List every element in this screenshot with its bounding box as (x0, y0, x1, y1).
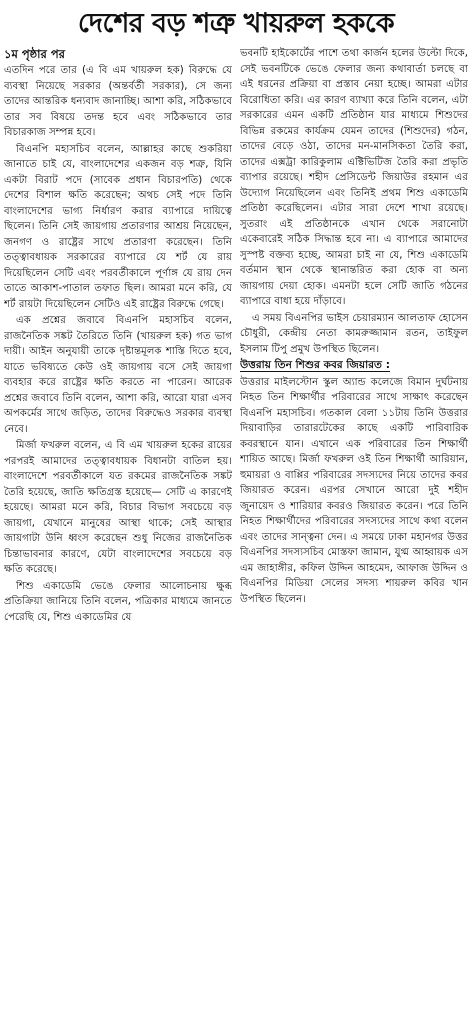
paragraph: ভবনটি হাইকোর্টের পাশে তথা কার্জন হলের উল্টো দিকে, সেই ভবনটিকে ভেঙে ফেলার জন্য কথাবার্তা চলছে বা এই ধরনের প্রক্রিয়া বা প্রস্তাব নেয়া হচ্ছে। আমরা এটার বিরোধিতা করি। এর কারণ ব্যাখ্যা করে তিনি বলেন, এটা সরকারের এমন একটি প্রতিষ্ঠান যার মাধ্যমে শিশুদের বিভিন্ন রকমের কার্যক্রম যেমন তাদের (শিশুদের) গঠন, তাদের বেড়ে ওঠা, তাদের মন-মানসিকতা তৈরি করা, তাদের এক্সট্রা কারিকুলাম এক্টিভিটিজ তৈরি করা প্রভৃতি ব্যাপার রয়েছে। শহীদ প্রেসিডেন্ট জিয়াউর রহমান এর উদ্যোগ নিয়েছিলেন এবং তিনিই প্রথম শিশু একাডেমি প্রতিষ্ঠা করেছিলেন। এটার সারা দেশে শাখা রয়েছে। সুতরাং এই প্রতিষ্ঠানকে এখান থেকে সরানোটা একেবারেই সঠিক সিদ্ধান্ত হবে না। এ ব্যাপারে আমাদের সুস্পষ্ট বক্তব্য হচ্ছে, আমরা চাই না যে, শিশু একাডেমি বর্তমান স্থান থেকে স্থানান্তরিত করা হোক বা অন্য জায়গায় দেয়া হোক। এমনটা হলে সেটি জাতি গঠনের ব্যাপারে বাধা হয়ে দাঁড়াবে। (240, 48, 468, 307)
paragraph: বিএনপি মহাসচিব বলেন, আল্লাহর কাছে শুকরিয়া জানাতে চাই যে, বাংলাদেশের একজন বড় শত্রু, যিনি একটা বিরাট পদে (সাবেক প্রধান বিচারপতি) থেকে দেশের বিশাল ক্ষতি করেছেন; অথচ সেই পদে তিনি বাংলাদেশের ভাগ্য নির্ধারণ করার ব্যাপারে দায়িত্বে ছিলেন। তিনি সেই জায়গায় প্রতারণার আশ্রয় নিয়েছেন, জনগণ ও রাষ্ট্রের সাথে প্রতারণা করেছেন। তিনি তত্ত্বাবধায়ক সরকারের ব্যাপারে যে শর্ট যে রায় দিয়েছিলেন সেটি এবং পরবর্তীকালে পূর্ণাঙ্গ যে রায় দেন তাতে আকাশ-পাতাল তফাত ছিল। আমরা মনে করি, যে শর্ট রায়টা দিয়েছিলেন সেটিও এই রাষ্ট্রের বিরুদ্ধে গেছে। (4, 143, 232, 310)
paragraph: শিশু একাডেমি ভেঙে ফেলার আলোচনায় ক্ষুব্ধ প্রতিক্রিয়া জানিয়ে তিনি বলেন, পত্রিকার মাধ্যমে জানতে পেরেছি যে, শিশু একাডেমির যে (4, 580, 232, 623)
newspaper-clipping (0, 4, 472, 1032)
paragraph: মির্জা ফখরুল বলেন, এ বি এম খায়রুল হকের রায়ের পরপরই আমাদের তত্ত্বাবধায়ক বিধানটা বাতিল হয়। বাংলাদেশে পরবর্তীকালে যত রকমের রাজনৈতিক সঙ্কট তৈরি হয়েছে, জাতি ক্ষতিগ্রস্ত হয়েছে— সেটি এ কারণেই হয়েছে। আমরা মনে করি, বিচার বিভাগ সবচেয়ে বড় জায়গা, যেখানে মানুষের আস্থা থাকে; সেই আস্থার জায়গাটা উনি ধ্বংস করেছেন শুধু নিজের রাজনৈতিক চিন্তাভাবনার কারণে, যেটা বাংলাদেশের সবচেয়ে বড় ক্ষতি করেছে। (4, 440, 232, 575)
headline: দেশের বড় শত্রু খায়রুল হককে (77, 8, 395, 39)
article-body (4, 46, 468, 1026)
subhead-line (240, 358, 468, 374)
paragraph: এক প্রশ্নের জবাবে বিএনপি মহাসচিব বলেন, রাজনৈতিক সঙ্কট তৈরিতে তিনি (খায়রুল হক) গত ভাগ দায়ী। আইন অনুযায়ী তাকে দৃষ্টান্তমূলক শাস্তি দিতে হবে, যাতে ভবিষ্যতে কেউ ওই জায়গায় বসে সেই জায়গা ব্যবহার করে রাষ্ট্রের ক্ষতি করতে না পারেন। আরেক প্রশ্নের জবাবে তিনি বলেন, আশা করি, আরো যারা এসব অপকর্মের সাথে জড়িত, তাদের বিরুদ্ধেও সরকার ব্যবস্থা নেবে। (4, 315, 232, 435)
continued-from-label: ১ম পৃষ্ঠার পর (4, 47, 65, 61)
left-column (4, 46, 232, 1026)
paragraph: এতদিন পরে তার (এ বি এম খায়রুল হক) বিরুদ্ধে যে ব্যবস্থা নিয়েছে সরকার (অন্তর্বর্তী সরকার), সে জন্য তাদের আন্তরিক ধন্যবাদ জানাচ্ছি। আশা করি, সঠিকভাবে তার সব বিষয়ে তদন্ত হবে এবং সঠিকভাবে তার বিচারকাজ সম্পন্ন হবে। (4, 65, 232, 138)
subhead: উত্তরায় তিন শিশুর কবর জিয়ারত : (240, 359, 390, 371)
right-column (240, 46, 468, 1026)
paragraph: এ সময় বিএনপির ভাইস চেয়ারম্যান আলতাফ হোসেন চৌধুরী, কেন্দ্রীয় নেতা কামরুজ্জামান রতন, তাইফুল ইসলাম টিপু প্রমুখ উপস্থিত ছিলেন। (240, 312, 468, 355)
paragraph: উত্তরার মাইলস্টোন স্কুল অ্যান্ড কলেজে বিমান দুর্ঘটনায় নিহত তিন শিক্ষার্থীর পরিবারের সাথে সাক্ষাৎ করেছেন বিএনপি মহাসচিব। গতকাল বেলা ১১টায় তিনি উত্তরার দিয়াবাড়ির তারারটেকের কাছে একটি পারিবারিক কবরস্থানে যান। এখানে এক পরিবারের তিন শিক্ষার্থী শায়িত আছে। মির্জা ফখরুল ওই তিন শিক্ষার্থী আরিয়ান, হুমায়রা ও বাপ্পির পরিবারের সদস্যদের নিয়ে তাদের কবর জিয়ারত করেন। এরপর সেখানে আরো দুই শহীদ জুনায়েদ ও শারিয়ার কবরও জিয়ারত করেন। পরে তিনি নিহত শিক্ষার্থীদের পরিবারের সদস্যদের সাথে কথা বলেন এবং তাদের সান্ত্বনা দেন। এ সময়ে ঢাকা মহানগর উত্তর বিএনপির সদস্যসচিব মোস্তফা জামান, যুগ্ম আহ্বায়ক এস এম জাহাঙ্গীর, কফিল উদ্দিন আহমেদ, আফাজ উদ্দিন ও বিএনপির মিডিয়া সেলের সদস্য শায়রুল কবির খান উপস্থিত ছিলেন। (240, 376, 468, 605)
